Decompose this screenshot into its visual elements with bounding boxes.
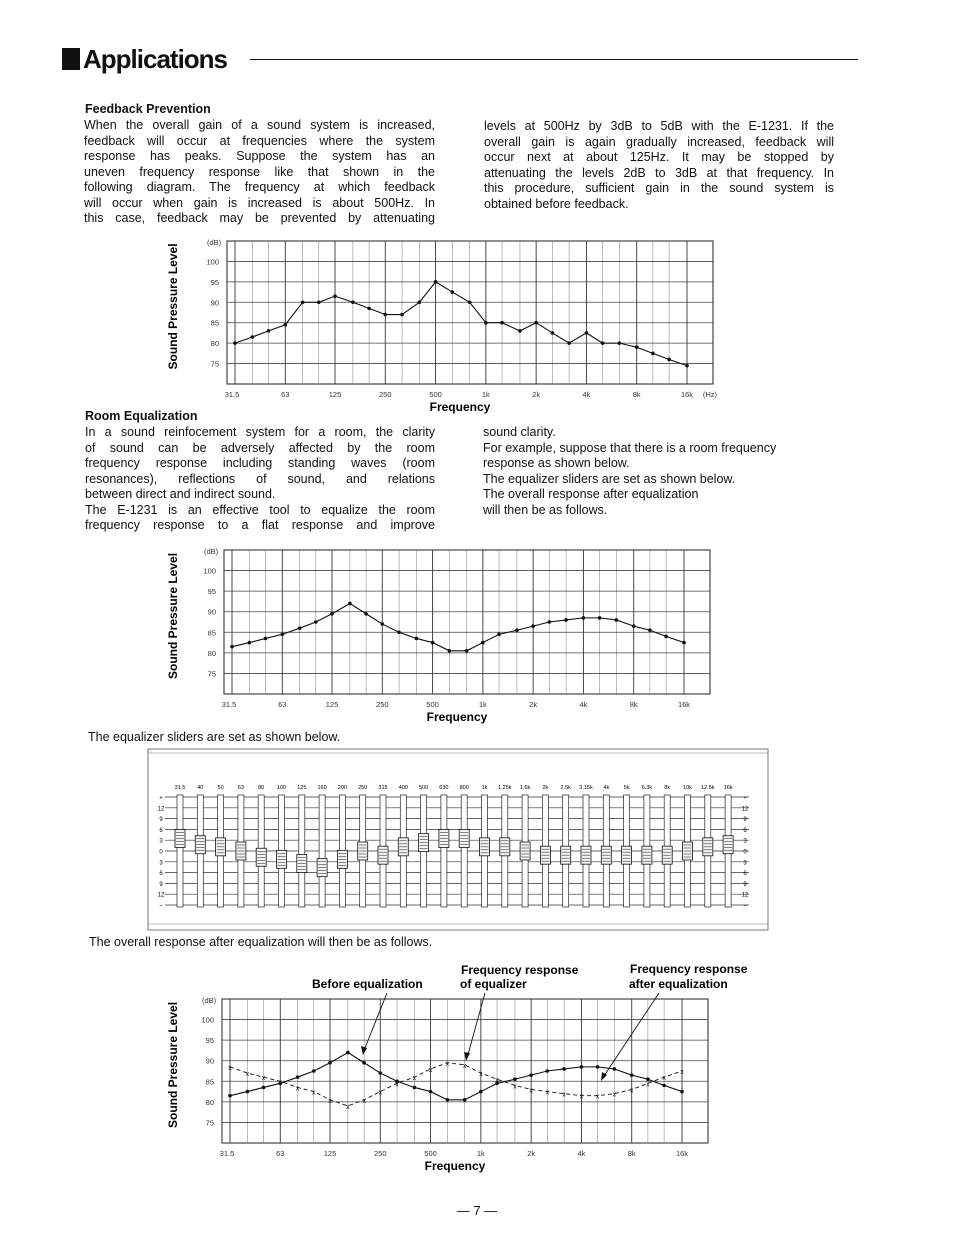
data-point (465, 649, 469, 653)
x-tick-label: 16k (677, 700, 691, 709)
scale-label-left: 9 (159, 881, 163, 888)
text-line: of sound can be adversely affected by the room (85, 440, 435, 455)
data-point (446, 1098, 450, 1102)
leader-line (363, 993, 387, 1053)
slider-track (299, 795, 305, 907)
data-point-x: x (462, 1062, 467, 1070)
y-axis-title: Sound Pressure Level (166, 1001, 180, 1129)
data-point (468, 300, 472, 304)
x-tick-label: 500 (426, 700, 439, 709)
data-point (346, 1051, 350, 1055)
text-line: this procedure, sufficient gain in the sound system is (484, 181, 834, 195)
scale-label-left: 0 (159, 849, 163, 856)
slider-track (177, 795, 183, 907)
frequency-label: 40 (197, 785, 204, 791)
x-tick-label: 63 (276, 1149, 285, 1158)
data-point (601, 341, 605, 345)
data-point-x: x (295, 1085, 300, 1093)
data-point (397, 630, 401, 634)
frequency-label: 1.25k (498, 785, 512, 791)
y-axis-title: Sound Pressure Level (166, 243, 180, 370)
data-point (317, 300, 321, 304)
scale-label-left: − (159, 903, 163, 910)
slider-track (441, 795, 447, 907)
data-point-x: x (662, 1075, 666, 1083)
frequency-label: 63 (237, 785, 244, 791)
data-point (479, 1090, 483, 1094)
x-axis-title: Frequency (429, 400, 491, 414)
text-line: The equalizer sliders are set as shown below. (483, 471, 736, 486)
y-tick-label: 75 (210, 359, 219, 369)
frequency-label: 630 (439, 785, 449, 791)
data-point (362, 1061, 366, 1065)
data-point (267, 329, 271, 333)
scale-label-left: 6 (159, 871, 163, 878)
data-point (635, 345, 639, 349)
scale-label-left: 3 (159, 838, 163, 845)
data-point (296, 1075, 300, 1079)
room-eq-text-left (85, 425, 435, 534)
data-point-x: x (445, 1060, 450, 1068)
data-point (513, 1077, 517, 1081)
data-point (618, 341, 622, 345)
frequency-label: 500 (419, 785, 429, 791)
data-point (648, 628, 652, 632)
data-point (378, 1071, 382, 1075)
data-point (463, 1098, 467, 1102)
x-tick-label: 500 (424, 1149, 437, 1158)
x-tick-label: 1k (476, 1149, 485, 1158)
sliders-caption: The equalizer sliders are set as shown below. (88, 730, 341, 744)
data-point-x: x (513, 1083, 517, 1091)
text-line: When the overall gain of a sound system is increased, (84, 118, 435, 132)
annotation-after-line1: Frequency response (630, 962, 748, 976)
text-line: For example, suppose that there is a room frequency (483, 440, 777, 455)
x-tick-label: 250 (374, 1149, 387, 1158)
text-line: between direct and indirect sound. (85, 487, 276, 501)
data-point (312, 1069, 316, 1073)
data-point (682, 641, 686, 645)
y-tick-label: 75 (207, 669, 216, 679)
slider-track (461, 795, 467, 907)
frequency-label: 315 (378, 785, 388, 791)
frequency-label: 50 (217, 785, 224, 791)
data-point (431, 641, 435, 645)
data-point-x: x (595, 1093, 600, 1101)
y-unit-label: (dB) (204, 547, 219, 556)
frequency-label: 80 (258, 785, 265, 791)
text-line: In a sound reinfocement system for a room, the clarity (85, 425, 435, 439)
x-tick-label: 31.5 (224, 390, 240, 399)
data-point (562, 1067, 566, 1071)
text-line: attenuating the levels 2dB to 3dB at that frequency. In (484, 165, 834, 180)
x-tick-label: 1k (481, 390, 490, 399)
frequency-label: 31.5 (174, 785, 186, 791)
y-unit-label: (dB) (202, 996, 217, 1005)
x-axis-title: Frequency (424, 1159, 486, 1173)
frequency-label: 6.3k (641, 785, 653, 791)
x-tick-label: 8k (629, 700, 638, 709)
frequency-label: 3.15k (579, 785, 593, 791)
x-tick-label: 500 (429, 390, 442, 399)
data-point (248, 641, 252, 645)
data-point-x: x (228, 1064, 232, 1072)
text-line: levels at 500Hz by 3dB to 5dB with the E-1231. If the (484, 119, 834, 133)
feedback-text-left (84, 118, 435, 227)
scale-label-left: 9 (159, 817, 163, 824)
overall-response-chart (165, 960, 765, 1175)
data-point (531, 624, 535, 628)
annotation-before: Before equalization (312, 977, 423, 991)
y-tick-label: 90 (210, 298, 219, 308)
data-point (367, 307, 371, 311)
data-point-x: x (562, 1091, 566, 1099)
x-tick-label: 16k (680, 390, 694, 399)
text-line: feedback will occur at frequencies where the system (84, 133, 435, 148)
data-point-x: x (261, 1075, 266, 1083)
data-point-x: x (245, 1071, 250, 1079)
data-point (364, 612, 368, 616)
y-tick-label: 95 (207, 587, 216, 597)
x-tick-label: 250 (376, 700, 389, 709)
data-point-x: x (612, 1091, 617, 1099)
data-point (246, 1090, 250, 1094)
y-tick-label: 85 (205, 1077, 214, 1087)
data-point-x: x (428, 1066, 433, 1074)
data-point-x: x (378, 1089, 383, 1097)
data-point-x: x (579, 1093, 584, 1101)
data-point (228, 1094, 232, 1098)
frequency-label: 800 (459, 785, 469, 791)
text-line: response as shown below. (483, 456, 630, 470)
equalizer-slider-panel (147, 748, 769, 931)
frequency-label: 400 (398, 785, 408, 791)
overall-caption: The overall response after equalization will then be as follows. (89, 935, 433, 949)
scale-label-right: + (743, 795, 747, 802)
data-point (529, 1073, 533, 1077)
x-tick-label: 31.5 (219, 1149, 235, 1158)
text-line: following diagram. The frequency at which feedback (84, 180, 435, 194)
room-response-chart (165, 543, 735, 726)
scale-label-right: 12 (741, 892, 749, 899)
data-point (680, 1090, 684, 1094)
data-point (596, 1065, 600, 1069)
y-axis-title: Sound Pressure Level (166, 552, 180, 680)
data-point (613, 1067, 617, 1071)
data-point (262, 1086, 266, 1090)
section-title: Applications (62, 44, 227, 75)
data-point (230, 645, 234, 649)
x-tick-label: 4k (582, 390, 591, 399)
y-tick-label: 100 (206, 257, 219, 267)
frequency-label: 4k (603, 785, 610, 791)
frequency-label: 200 (337, 785, 347, 791)
data-point (233, 341, 237, 345)
data-point (632, 624, 636, 628)
x-tick-label: 1k (478, 700, 487, 709)
data-point (448, 649, 452, 653)
plot-frame (224, 550, 710, 694)
y-unit-label: (dB) (207, 238, 222, 247)
y-tick-label: 80 (210, 339, 219, 349)
room-eq-text-right (483, 425, 835, 518)
data-point (413, 1086, 417, 1090)
scale-label-left: 12 (157, 892, 165, 899)
y-tick-label: 80 (207, 648, 216, 658)
data-point (330, 612, 334, 616)
data-point-x: x (312, 1089, 316, 1097)
x-tick-label: 125 (328, 390, 342, 399)
x-tick-label: 31.5 (221, 700, 237, 709)
y-tick-label: 100 (201, 1015, 214, 1025)
data-point (280, 633, 284, 637)
frequency-label: 250 (358, 785, 368, 791)
x-tick-label: 2k (527, 1149, 536, 1158)
leader-line (467, 993, 485, 1058)
x-tick-label: 16k (675, 1149, 689, 1158)
text-line: frequency response including standing waves (room (85, 456, 435, 470)
y-tick-label: 75 (205, 1118, 214, 1128)
text-line: frequency response to a flat response and improve (85, 518, 435, 532)
data-point (451, 290, 455, 294)
x-axis-title: Frequency (426, 710, 488, 724)
y-tick-label: 95 (210, 277, 219, 287)
data-point-x: x (346, 1103, 350, 1111)
y-tick-label: 85 (210, 318, 219, 328)
y-tick-label: 90 (207, 607, 216, 617)
scale-label-left: + (159, 795, 163, 802)
data-point (298, 626, 302, 630)
data-point (400, 313, 404, 317)
data-point-x: x (646, 1081, 650, 1089)
x-tick-label: 2k (532, 390, 541, 399)
x-unit-label: (Hz) (702, 390, 717, 399)
data-point (251, 335, 255, 339)
frequency-label: 160 (317, 785, 327, 791)
data-point (615, 618, 619, 622)
data-point (567, 341, 571, 345)
x-tick-label: 63 (278, 700, 287, 709)
text-line: The E-1231 is an effective tool to equalize the room (85, 502, 435, 517)
text-line: overall gain is again gradually increased, feedback will (484, 134, 834, 149)
x-tick-label: 4k (577, 1149, 586, 1158)
data-point (333, 294, 337, 298)
frequency-label: 2.5k (560, 785, 571, 791)
data-point (664, 635, 668, 639)
scale-label-left: 6 (159, 827, 163, 834)
data-point (383, 313, 387, 317)
data-point (380, 622, 384, 626)
data-point (429, 1090, 433, 1094)
annotation-eq-line1: Frequency response (461, 963, 579, 977)
plot-frame (227, 241, 713, 384)
data-point (481, 641, 485, 645)
data-point-x: x (680, 1069, 684, 1076)
text-line: this case, feedback may be prevented by attenuating (84, 211, 435, 225)
frequency-label: 8k (664, 785, 671, 791)
square-bullet-icon (62, 48, 80, 70)
feedback-response-chart (165, 238, 735, 416)
data-point-x: x (545, 1089, 550, 1097)
data-point (667, 358, 671, 362)
scale-label-right: 9 (743, 817, 747, 824)
data-point (515, 628, 519, 632)
y-tick-label: 100 (203, 566, 216, 576)
data-point (662, 1084, 666, 1088)
scale-label-left: 3 (159, 860, 163, 867)
data-point (434, 280, 438, 284)
data-point (301, 300, 305, 304)
frequency-label: 125 (297, 785, 307, 791)
data-point (497, 633, 501, 637)
scale-label-right: 6 (743, 827, 747, 834)
data-point-x: x (362, 1097, 366, 1105)
text-line: response has peaks. Suppose the system has an (84, 149, 435, 163)
x-tick-label: 125 (323, 1149, 337, 1158)
data-point (651, 352, 655, 356)
data-point (418, 300, 422, 304)
data-point-x: x (495, 1077, 499, 1085)
text-line: sound clarity. (483, 425, 556, 439)
x-tick-label: 250 (379, 390, 392, 399)
annotation-eq-line2: of equalizer (460, 977, 527, 991)
data-point-x: x (529, 1087, 533, 1095)
text-line: will then be as follows. (483, 502, 608, 517)
data-point (548, 620, 552, 624)
x-tick-label: 125 (325, 700, 339, 709)
data-point (351, 300, 355, 304)
data-point (484, 321, 488, 325)
data-point (685, 364, 689, 368)
frequency-label: 2k (542, 785, 549, 791)
annotation-after-line2: after equalization (629, 977, 728, 991)
scale-label-right: 3 (743, 860, 747, 867)
frequency-label: 1k (481, 785, 488, 791)
data-point-x: x (328, 1097, 332, 1105)
data-point (283, 323, 287, 327)
page-number: — 7 — (456, 1203, 498, 1218)
leader-line (602, 993, 659, 1079)
text-line: obtained before feedback. (484, 196, 629, 211)
x-tick-label: 4k (579, 700, 588, 709)
data-point-x: x (395, 1081, 399, 1089)
x-tick-label: 8k (632, 390, 641, 399)
frequency-label: 1.6k (519, 785, 531, 791)
data-point (518, 329, 522, 333)
slider-track (319, 795, 325, 907)
scale-label-right: 6 (743, 871, 747, 878)
data-point-x: x (629, 1087, 634, 1095)
scale-label-left: 12 (157, 806, 165, 813)
room-eq-heading: Room Equalization (85, 409, 198, 423)
data-point (551, 331, 555, 335)
y-tick-label: 90 (205, 1056, 214, 1066)
data-point (546, 1069, 550, 1073)
x-tick-label: 63 (281, 390, 290, 399)
text-line: uneven frequency response like that shown in the (84, 164, 435, 179)
data-point (564, 618, 568, 622)
y-tick-label: 95 (205, 1036, 214, 1046)
scale-label-right: 9 (743, 881, 747, 888)
scale-label-right: 0 (743, 849, 747, 856)
feedback-heading: Feedback Prevention (85, 102, 211, 116)
y-tick-label: 80 (205, 1097, 214, 1107)
data-point (348, 602, 352, 606)
title-rule (250, 59, 858, 60)
data-point (580, 1065, 584, 1069)
data-point (598, 616, 602, 620)
x-tick-label: 8k (627, 1149, 636, 1158)
frequency-label: 100 (276, 785, 287, 791)
data-point-x: x (479, 1071, 483, 1079)
frequency-label: 16k (723, 785, 733, 791)
data-point (264, 637, 268, 641)
frequency-label: 12.5k (701, 785, 715, 791)
data-point (328, 1061, 332, 1065)
feedback-text-right (484, 119, 834, 212)
text-line: occur next at about 125Hz. It may be stopped by (484, 150, 834, 164)
data-point (534, 321, 538, 325)
data-point (630, 1073, 634, 1077)
data-point (585, 331, 589, 335)
y-tick-label: 85 (207, 628, 216, 638)
text-line: resonances), reflections of sound, and relations (85, 471, 435, 486)
scale-label-right: 3 (743, 838, 747, 845)
data-point-x: x (412, 1075, 417, 1083)
data-point (500, 321, 504, 325)
x-tick-label: 2k (529, 700, 538, 709)
text-line: will occur when gain is increased is about 500Hz. In (84, 195, 435, 210)
frequency-label: 10k (683, 785, 692, 791)
data-point (314, 620, 318, 624)
scale-label-right: 12 (741, 806, 749, 813)
data-point (582, 616, 586, 620)
text-line: The overall response after equalization (483, 487, 699, 501)
data-point (415, 637, 419, 641)
plot-frame (222, 999, 708, 1143)
scale-label-right: − (743, 903, 747, 910)
data-point-x: x (278, 1079, 283, 1087)
frequency-label: 5k (623, 785, 630, 791)
